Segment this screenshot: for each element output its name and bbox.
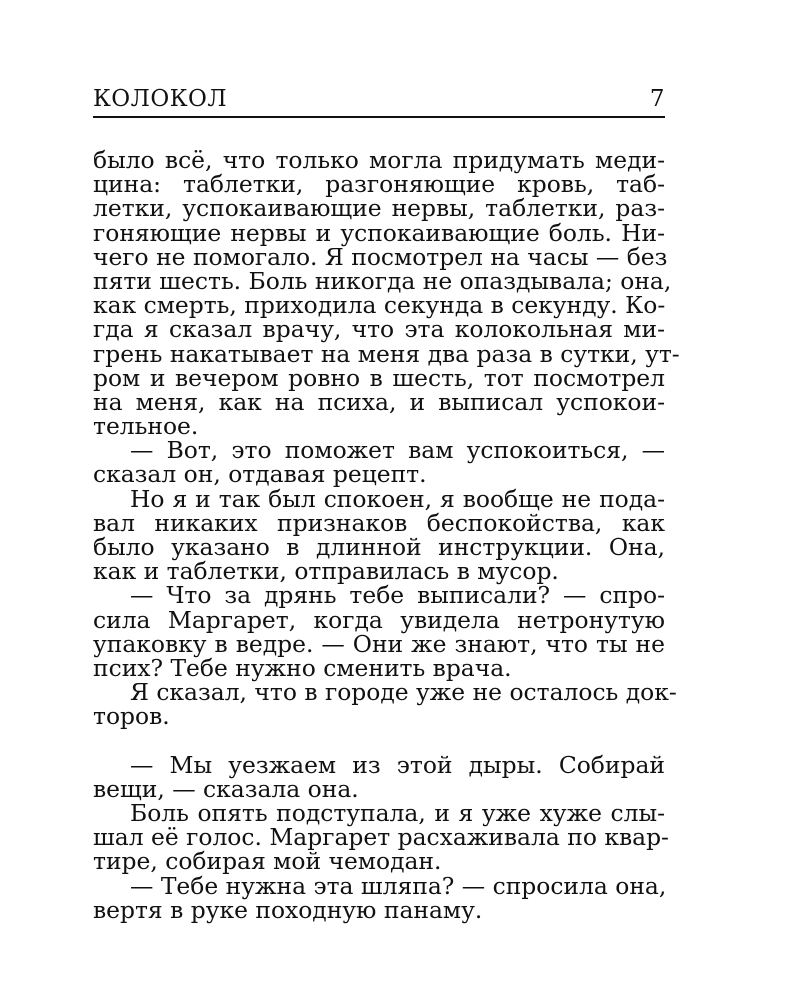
book-page	[93, 86, 680, 924]
text-line: сказал он, отдавая рецепт.	[93, 460, 427, 489]
text-line: вертя в руке походную панаму.	[93, 895, 483, 924]
text-line: Но я и так был спокоен, я вообще не пода-	[130, 484, 665, 513]
text-line: Я сказал, что в городе уже не осталось док-	[130, 678, 677, 707]
text-line: гда я сказал врачу, что эта колокольная ми-	[93, 315, 665, 344]
page-number: 7	[649, 86, 665, 112]
text-line: ром и вечером ровно в шесть, тот посмотрел	[93, 363, 665, 392]
text-line: — Что за дрянь тебе выписали? — спро-	[130, 581, 665, 610]
text-line: — Вот, это поможет вам успокоиться, —	[130, 436, 665, 465]
text-line: Боль опять подступала, и я уже хуже слы-	[130, 799, 665, 828]
body-text	[93, 146, 680, 924]
text-line: как смерть, приходила секунда в секунду. Ко-	[93, 291, 666, 320]
text-line: пяти шесть. Боль никогда не опаздывала; она,	[93, 266, 672, 295]
running-header	[93, 86, 665, 118]
text-line: цина: таблетки, разгоняющие кровь, таб-	[93, 170, 665, 199]
text-line: было указано в длинной инструкции. Она,	[93, 533, 665, 561]
text-line: торов.	[93, 702, 170, 731]
text-line: гоняющие нервы и успокаивающие боль. Ни-	[93, 218, 665, 247]
text-line: тельное.	[93, 412, 199, 441]
section-break	[93, 729, 665, 753]
text-line: как и таблетки, отправилась в мусор.	[93, 557, 559, 586]
text-line: — Тебе нужна эта шляпа? — спросила она,	[130, 871, 667, 900]
text-line: вал никаких признаков беспокойства, как	[93, 508, 665, 537]
text-line: было всё, что только могла придумать меди-	[93, 146, 665, 174]
chapter-title: КОЛОКОЛ	[93, 86, 228, 112]
text-line: грень накатывает на меня два раза в сутки, ут-	[93, 339, 680, 368]
text-line: тире, собирая мой чемодан.	[93, 847, 442, 876]
text-line: — Мы уезжаем из этой дыры. Собирай	[130, 750, 665, 779]
text-line: летки, успокаивающие нервы, таблетки, раз-	[93, 194, 665, 223]
text-line: чего не помогало. Я посмотрел на часы — без	[93, 242, 668, 271]
text-line: сила Маргарет, когда увидела нетронутую	[93, 605, 665, 634]
text-line: псих? Тебе нужно сменить врача.	[93, 653, 512, 682]
text-line: на меня, как на психа, и выписал успокои-	[93, 387, 665, 416]
text-line: шал её голос. Маргарет расхаживала по квар-	[93, 823, 669, 852]
text-line: вещи, — сказала она.	[93, 774, 359, 803]
text-line: упаковку в ведре. — Они же знают, что ты не	[93, 629, 665, 658]
